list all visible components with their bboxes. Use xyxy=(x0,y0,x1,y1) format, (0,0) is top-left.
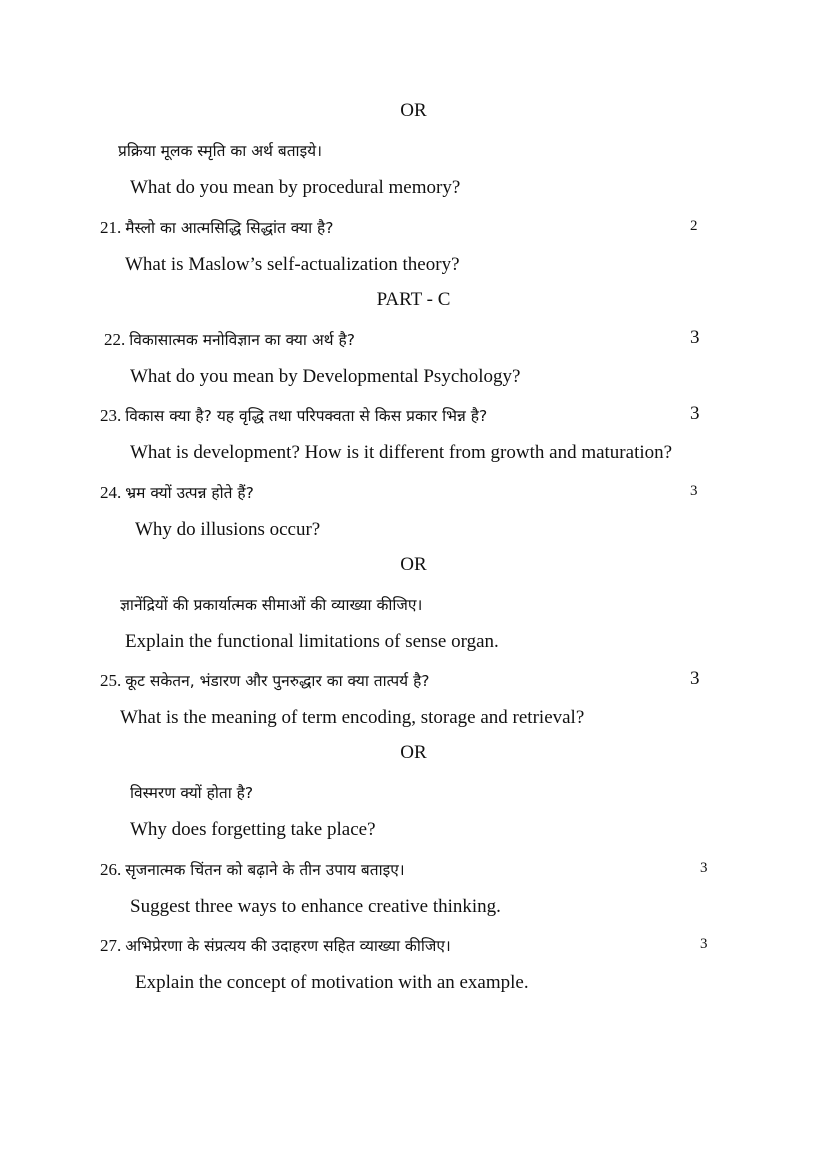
part-c-heading: PART - C xyxy=(376,289,451,310)
question-26 xyxy=(100,858,405,880)
q27-marks: 3 xyxy=(700,936,708,952)
question-hindi: सृजनात्मक चिंतन को बढ़ाने के तीन उपाय बताइए। xyxy=(125,861,405,879)
question-number: 27. xyxy=(100,936,122,955)
question-23 xyxy=(100,404,487,426)
question-hindi: कूट सकेतन, भंडारण और पुनरुद्धार का क्या तात्पर्य है? xyxy=(125,672,430,690)
q22-marks: 3 xyxy=(690,327,700,348)
q24-english: Why do illusions occur? xyxy=(135,519,321,540)
or-divider: OR xyxy=(400,100,427,121)
question-number: 22. xyxy=(104,330,126,349)
question-25 xyxy=(100,669,430,691)
or-divider: OR xyxy=(400,742,427,763)
question-27 xyxy=(100,934,451,956)
q25-english: What is the meaning of term encoding, storage and retrieval? xyxy=(120,707,585,728)
q25-or-hindi: विस्मरण क्यों होता है? xyxy=(130,784,254,802)
q21-marks: 2 xyxy=(690,218,698,234)
question-hindi: अभिप्रेरणा के संप्रत्यय की उदाहरण सहित व्याख्या कीजिए। xyxy=(125,937,451,955)
question-hindi: विकासात्मक मनोविज्ञान का क्या अर्थ है? xyxy=(129,331,355,349)
q23-marks: 3 xyxy=(690,403,700,424)
question-hindi: भ्रम क्यों उत्पन्न होते हैं? xyxy=(125,484,254,502)
q27-english: Explain the concept of motivation with an example. xyxy=(135,972,529,993)
q24-marks: 3 xyxy=(690,483,698,499)
q24-or-hindi: ज्ञानेंद्रियों की प्रकार्यात्मक सीमाओं की व्याख्या कीजिए। xyxy=(120,596,423,614)
question-number: 24. xyxy=(100,483,122,502)
q24-or-english: Explain the functional limitations of sense organ. xyxy=(125,631,499,652)
q26-marks: 3 xyxy=(700,860,708,876)
q20-or-hindi: प्रक्रिया मूलक स्मृति का अर्थ बताइये। xyxy=(118,142,323,160)
question-number: 21. xyxy=(100,218,122,237)
question-22 xyxy=(104,328,355,350)
question-number: 25. xyxy=(100,671,122,690)
question-number: 26. xyxy=(100,860,122,879)
q21-english: What is Maslow’s self-actualization theory? xyxy=(125,254,460,275)
or-divider: OR xyxy=(400,554,427,575)
q22-english: What do you mean by Developmental Psychology? xyxy=(130,366,521,387)
q20-or-english: What do you mean by procedural memory? xyxy=(130,177,461,198)
question-hindi: मैस्लो का आत्मसिद्धि सिद्धांत क्या है? xyxy=(125,219,334,237)
question-24 xyxy=(100,481,254,503)
question-number: 23. xyxy=(100,406,122,425)
q25-or-english: Why does forgetting take place? xyxy=(130,819,376,840)
q26-english: Suggest three ways to enhance creative thinking. xyxy=(130,896,501,917)
question-21 xyxy=(100,216,333,238)
q23-english: What is development? How is it different from growth and maturation? xyxy=(130,442,673,463)
q25-marks: 3 xyxy=(690,668,700,689)
question-hindi: विकास क्या है? यह वृद्धि तथा परिपक्वता से किस प्रकार भिन्न है? xyxy=(125,407,488,425)
